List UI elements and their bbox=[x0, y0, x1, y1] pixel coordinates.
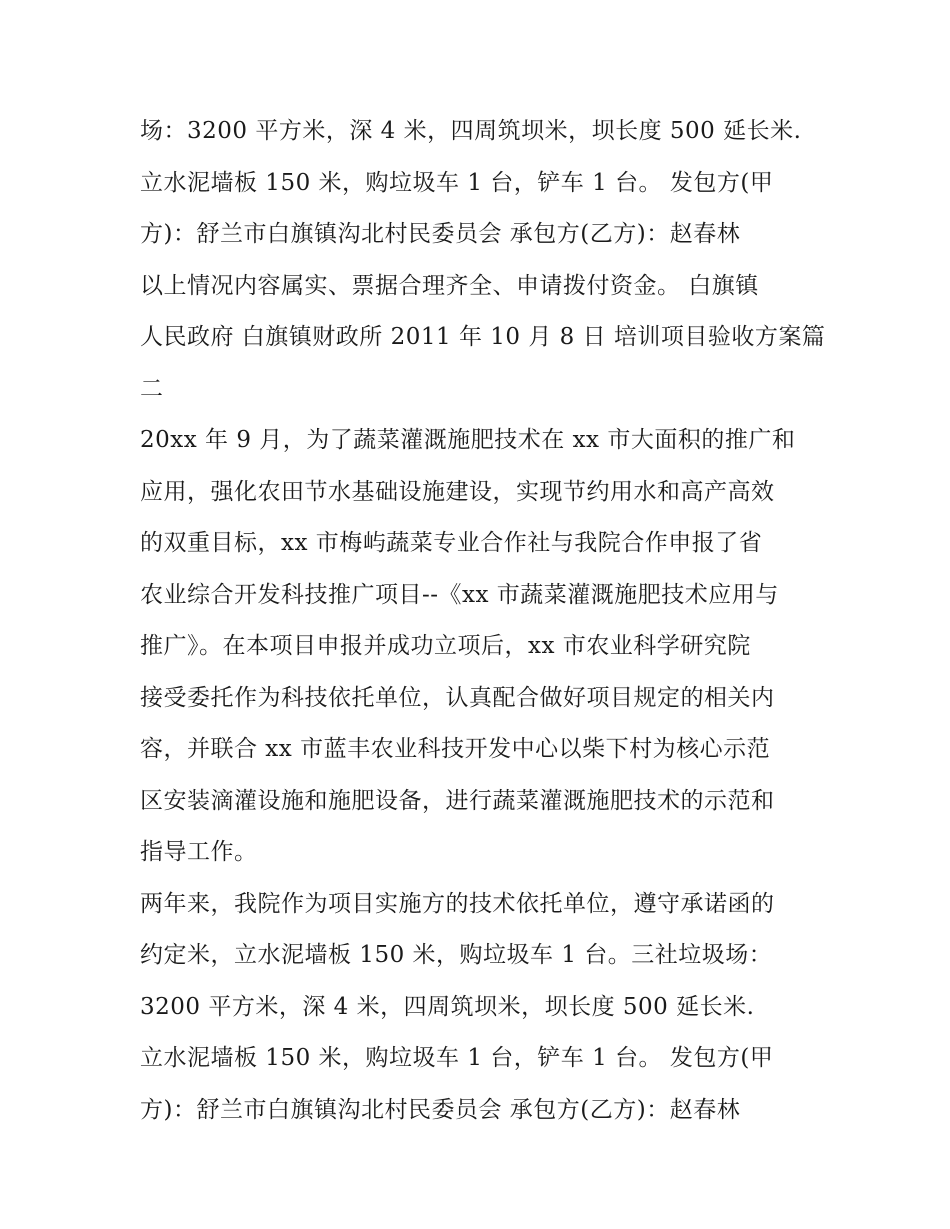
text-line-8: 应用，强化农田节水基础设施建设，实现节约用水和高产高效 bbox=[140, 478, 775, 505]
text-line-7: 20xx 年 9 月，为了蔬菜灌溉施肥技术在 xx 市大面积的推广和 bbox=[140, 427, 796, 453]
text-line-10: 农业综合开发科技推广项目--《xx 市蔬菜灌溉施肥技术应用与 bbox=[140, 581, 779, 608]
text-line-3: 方)：舒兰市白旗镇沟北村民委员会 承包方(乙方)：赵春林 bbox=[140, 221, 741, 247]
text-line-11: 推广》。在本项目申报并成功立项后，xx 市农业科学研究院 bbox=[140, 633, 751, 659]
text-line-19: 立水泥墙板 150 米，购垃圾车 1 台，铲车 1 台。 发包方(甲 bbox=[140, 1045, 774, 1071]
text-line-4: 以上情况内容属实、票据合理齐全、申请拨付资金。 白旗镇 bbox=[140, 272, 759, 299]
text-line-15: 指导工作。 bbox=[140, 839, 258, 865]
text-line-17: 约定米，立水泥墙板 150 米，购垃圾车 1 台。三社垃圾场： bbox=[140, 942, 773, 968]
text-line-12: 接受委托作为科技依托单位，认真配合做好项目规定的相关内 bbox=[140, 684, 775, 711]
text-line-13: 容，并联合 xx 市蓝丰农业科技开发中心以柴下村为核心示范 bbox=[140, 736, 771, 762]
text-line-1: 场：3200 平方米，深 4 米，四周筑坝米，坝长度 500 延长米. bbox=[140, 118, 802, 144]
text-line-16: 两年来，我院作为项目实施方的技术依托单位，遵守承诺函的 bbox=[140, 890, 775, 917]
body-text bbox=[140, 106, 830, 1136]
text-line-18: 3200 平方米，深 4 米，四周筑坝米，坝长度 500 延长米. bbox=[140, 993, 755, 1020]
text-line-6: 二 bbox=[140, 375, 164, 402]
text-line-5: 人民政府 白旗镇财政所 2011 年 10 月 8 日 培训项目验收方案篇 bbox=[140, 324, 826, 350]
text-line-20: 方)：舒兰市白旗镇沟北村民委员会 承包方(乙方)：赵春林 bbox=[140, 1096, 741, 1123]
text-line-14: 区安装滴灌设施和施肥设备，进行蔬菜灌溉施肥技术的示范和 bbox=[140, 787, 775, 814]
text-line-2: 立水泥墙板 150 米，购垃圾车 1 台，铲车 1 台。 发包方(甲 bbox=[140, 169, 774, 196]
text-line-9: 的双重目标，xx 市梅屿蔬菜专业合作社与我院合作申报了省 bbox=[140, 530, 763, 556]
